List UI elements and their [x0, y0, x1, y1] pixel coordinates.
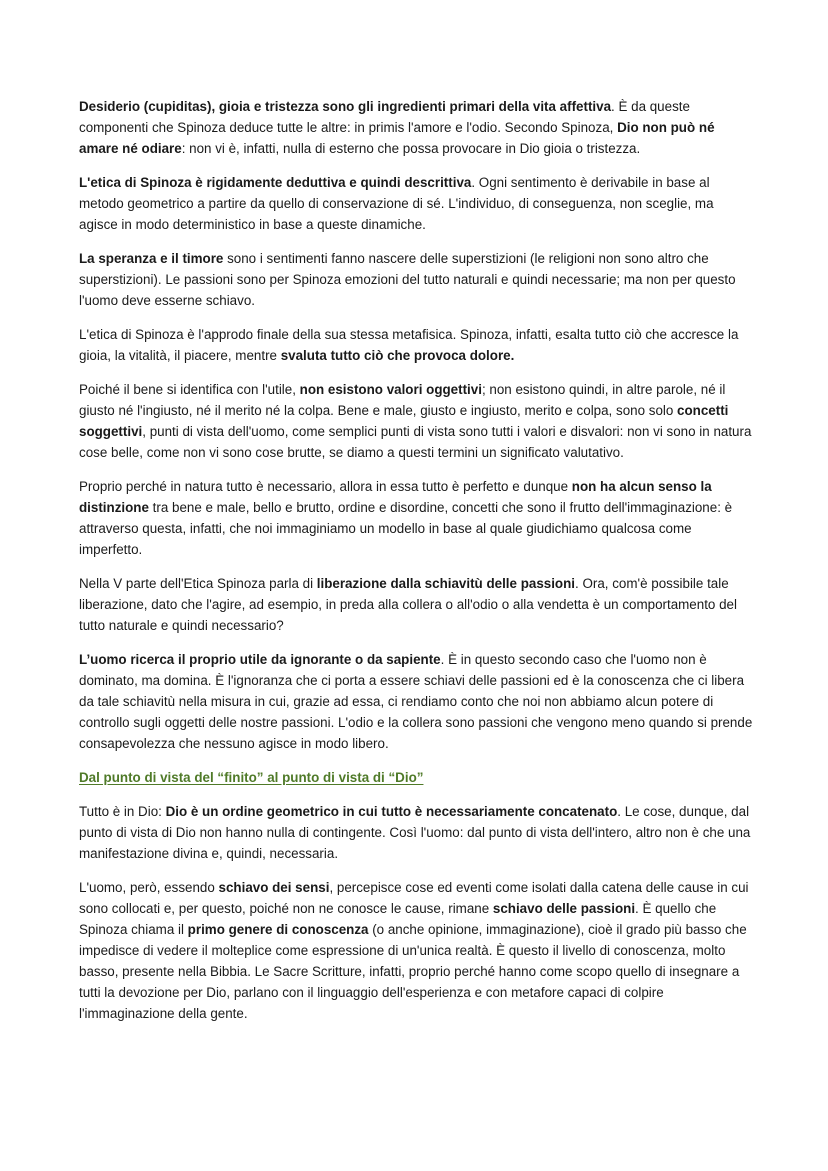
text-run: . È da queste componenti che Spinoza deduce tutte le altre: in primis l'amore e l'odio. Secondo Spinoza, — [79, 99, 690, 135]
bold-text: Desiderio (cupiditas), gioia e tristezza sono gli ingredienti primari della vita affettiva — [79, 99, 612, 114]
paragraph — [79, 96, 755, 159]
body-text-before-heading — [79, 96, 755, 754]
text-run: tra bene e male, bello e brutto, ordine e disordine, concetti che sono il frutto dell'immaginazione: è attraverso questa, infatti, che noi immaginiamo un modello in base al quale giudichiamo qualcosa come imperfetto. — [79, 500, 733, 557]
text-run: , punti di vista dell'uomo, come semplici punti di vista sono tutti i valori e disvalori: non vi sono in natura cose belle, come non vi sono cose brutte, se diamo a questi termini un significato valutativo. — [79, 424, 752, 460]
bold-text: Dio non può né amare né odiare — [79, 120, 715, 156]
text-run: Nella V parte dell'Etica Spinoza parla di — [79, 576, 317, 591]
text-run: . Ogni sentimento è derivabile in base al metodo geometrico a partire da quello di conservazione di sé. L'individuo, di conseguenza, non sceglie, ma agisce in modo deterministico in base a queste dinamiche. — [79, 175, 714, 232]
text-run: Proprio perché in natura tutto è necessario, allora in essa tutto è perfetto e dunque — [79, 479, 572, 494]
section-heading: Dal punto di vista del “finito” al punto di vista di “Dio” — [79, 770, 424, 785]
text-run: Poiché il bene si identifica con l'utile, — [79, 382, 300, 397]
text-run: . Ora, com'è possibile tale liberazione, dato che l'agire, ad esempio, in preda alla collera o all'odio o alla vendetta è un comportamento del tutto naturale e quindi necessario? — [79, 576, 737, 633]
bold-text: liberazione dalla schiavitù delle passioni — [316, 576, 576, 591]
bold-text: non ha alcun senso la distinzione — [79, 479, 712, 515]
text-run: ; non esistono quindi, in altre parole, né il giusto né l'ingiusto, né il merito né la colpa. Bene e male, giusto e ingiusto, merito e colpa, sono solo — [79, 382, 726, 418]
paragraph — [79, 248, 755, 311]
bold-text: non esistono valori oggettivi — [299, 382, 482, 397]
paragraph — [79, 649, 755, 754]
text-run: . Le cose, dunque, dal punto di vista di Dio non hanno nulla di contingente. Così l'uomo: dal punto di vista dell'intero, altro non è che una manifestazione divina e, quindi, necessaria. — [79, 804, 751, 861]
paragraph — [79, 172, 755, 235]
text-run: , percepisce cose ed eventi come isolati dalla catena delle cause in cui sono collocati e, per questo, poiché non ne conosce le cause, rimane — [79, 880, 749, 916]
text-run: sono i sentimenti fanno nascere delle superstizioni (le religioni non sono altro che superstizioni). Le passioni sono per Spinoza emozioni del tutto naturali e quindi necessarie; ma non per questo l'uomo deve esserne schiavo. — [79, 251, 736, 308]
bold-text: schiavo delle passioni — [492, 901, 636, 916]
text-run: . È quello che Spinoza chiama il — [79, 901, 717, 937]
text-run: : non vi è, infatti, nulla di esterno che possa provocare in Dio gioia o tristezza. — [181, 141, 641, 156]
document-page — [79, 96, 755, 1037]
bold-text: La speranza e il timore — [79, 251, 224, 266]
paragraph — [79, 324, 755, 366]
bold-text: Dio è un ordine geometrico in cui tutto è necessariamente concatenato — [165, 804, 618, 819]
text-run: Tutto è in Dio: — [79, 804, 166, 819]
bold-text: svaluta tutto ciò che provoca dolore. — [280, 348, 515, 363]
text-run: (o anche opinione, immaginazione), cioè il grado più basso che impedisce di vedere il molteplice come espressione di un'unica realtà. È questo il livello di conoscenza, molto basso, presente nella Bibbia. Le Sacre Scritture, infatti, proprio perché hanno come scopo quello di insegnare a tutti la devozione per Dio, parlano con il linguaggio dell'esperienza e con metafore capaci di colpire l'immaginazione della gente. — [79, 922, 747, 1021]
paragraph — [79, 573, 755, 636]
bold-text: L'etica di Spinoza è rigidamente deduttiva e quindi descrittiva — [79, 175, 472, 190]
bold-text: primo genere di conoscenza — [187, 922, 369, 937]
bold-text: concetti soggettivi — [79, 403, 729, 439]
paragraph — [79, 877, 755, 1024]
text-run: L'uomo, però, essendo — [79, 880, 219, 895]
text-run: . È in questo secondo caso che l'uomo non è dominato, ma domina. È l'ignoranza che ci porta a essere schiavi delle passioni ed è la conoscenza che ci libera da tale schiavitù nella misura in cui, grazie ad essa, ci rendiamo conto che noi non abbiamo alcun potere di controllo sugli oggetti delle nostre passioni. L'odio e la collera sono passioni che vengono meno quando si prende consapevolezza che nessuno agisce in modo libero. — [79, 652, 753, 751]
paragraph — [79, 801, 755, 864]
bold-text: L’uomo ricerca il proprio utile da ignorante o da sapiente — [79, 652, 441, 667]
body-text-after-heading — [79, 801, 755, 1024]
paragraph — [79, 476, 755, 560]
paragraph — [79, 379, 755, 463]
bold-text: schiavo dei sensi — [218, 880, 330, 895]
text-run: L'etica di Spinoza è l'approdo finale della sua stessa metafisica. Spinoza, infatti, esalta tutto ciò che accresce la gioia, la vitalità, il piacere, mentre — [79, 327, 739, 363]
